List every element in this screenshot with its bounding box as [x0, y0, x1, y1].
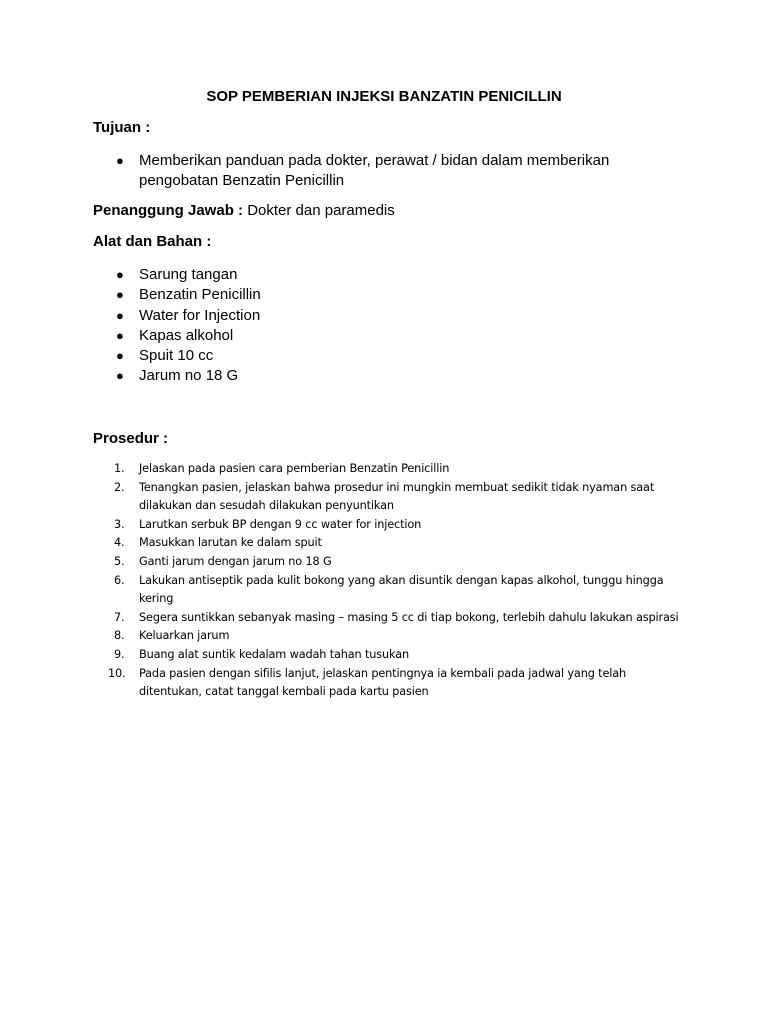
tujuan-label: Tujuan :	[93, 119, 151, 136]
prosedur-step	[108, 516, 688, 535]
prosedur-heading	[93, 430, 168, 448]
bullet-icon: ●	[116, 327, 124, 343]
step-text: Lakukan antiseptik pada kulit bokong yang akan disuntik dengan kapas alkohol, tunggu hingga kering	[139, 573, 664, 606]
prosedur-step	[108, 553, 688, 572]
step-number: 10.	[108, 666, 126, 680]
prosedur-step	[108, 665, 688, 702]
step-text: Masukkan larutan ke dalam spuit	[139, 536, 322, 550]
prosedur-step	[108, 460, 688, 479]
step-number: 5.	[114, 554, 125, 568]
step-text: Ganti jarum dengan jarum no 18 G	[139, 554, 332, 568]
penanggung-jawab-value: Dokter dan paramedis	[247, 202, 395, 219]
step-number: 7.	[114, 610, 125, 624]
step-text: Tenangkan pasien, jelaskan bahwa prosedur ini mungkin membuat sedikit tidak nyaman saat dilakukan dan sesudah dilakukan penyuntikan	[139, 480, 655, 513]
step-text: Jelaskan pada pasien cara pemberian Benzatin Penicillin	[139, 462, 450, 475]
document-title: SOP PEMBERIAN INJEKSI BANZATIN PENICILLIN	[206, 88, 562, 105]
bullet-icon: ●	[116, 348, 124, 364]
alat-item-text: Water for Injection	[139, 306, 261, 324]
alat-dan-bahan-label: Alat dan Bahan :	[93, 233, 212, 250]
tujuan-item-text: Memberikan panduan pada dokter, perawat / bidan dalam memberikan pengobatan Benzatin Penicillin	[139, 152, 610, 189]
prosedur-step	[108, 627, 688, 646]
step-text: Buang alat suntik kedalam wadah tahan tusukan	[139, 647, 410, 661]
step-number: 6.	[114, 573, 125, 587]
alat-item	[93, 265, 261, 285]
tujuan-heading	[93, 119, 150, 137]
step-number: 8.	[114, 629, 125, 643]
bullet-icon: ●	[116, 287, 124, 303]
step-number: 2.	[114, 480, 125, 494]
alat-item-text: Benzatin Penicillin	[139, 286, 261, 304]
prosedur-step	[108, 646, 688, 665]
step-number: 1.	[114, 462, 125, 475]
prosedur-list	[108, 460, 688, 702]
alat-item	[93, 346, 261, 366]
step-text: Larutkan serbuk BP dengan 9 cc water for injection	[139, 517, 422, 531]
bullet-icon: ●	[116, 267, 124, 282]
prosedur-step	[108, 534, 688, 553]
bullet-icon: ●	[116, 153, 124, 168]
alat-item	[93, 366, 261, 386]
alat-item-text: Spuit 10 cc	[139, 347, 214, 365]
step-number: 3.	[114, 517, 125, 531]
step-number: 9.	[114, 647, 125, 661]
prosedur-label: Prosedur :	[93, 430, 169, 447]
alat-item-text: Sarung tangan	[139, 266, 238, 283]
tujuan-list	[93, 151, 679, 191]
prosedur-step	[108, 609, 688, 628]
alat-item-text: Kapas alkohol	[139, 326, 234, 344]
tujuan-item	[93, 151, 679, 191]
penanggung-jawab-line	[93, 202, 395, 220]
alat-item	[93, 285, 261, 305]
alat-dan-bahan-list	[93, 265, 261, 387]
alat-dan-bahan-heading	[93, 233, 211, 251]
bullet-icon: ●	[116, 307, 124, 323]
step-number: 4.	[114, 536, 125, 550]
alat-item-text: Jarum no 18 G	[139, 367, 239, 385]
step-text: Segera suntikkan sebanyak masing – masing 5 cc di tiap bokong, terlebih dahulu lakukan aspirasi	[139, 610, 679, 624]
alat-item	[93, 306, 261, 326]
step-text: Pada pasien dengan sifilis lanjut, jelaskan pentingnya ia kembali pada jadwal yang telah ditentukan, catat tanggal kembali pada kartu pasien	[139, 666, 627, 699]
alat-item	[93, 326, 261, 346]
penanggung-jawab-label: Penanggung Jawab :	[93, 202, 244, 219]
prosedur-step	[108, 479, 688, 516]
prosedur-step	[108, 572, 688, 609]
step-text: Keluarkan jarum	[139, 629, 230, 643]
bullet-icon: ●	[116, 368, 124, 384]
